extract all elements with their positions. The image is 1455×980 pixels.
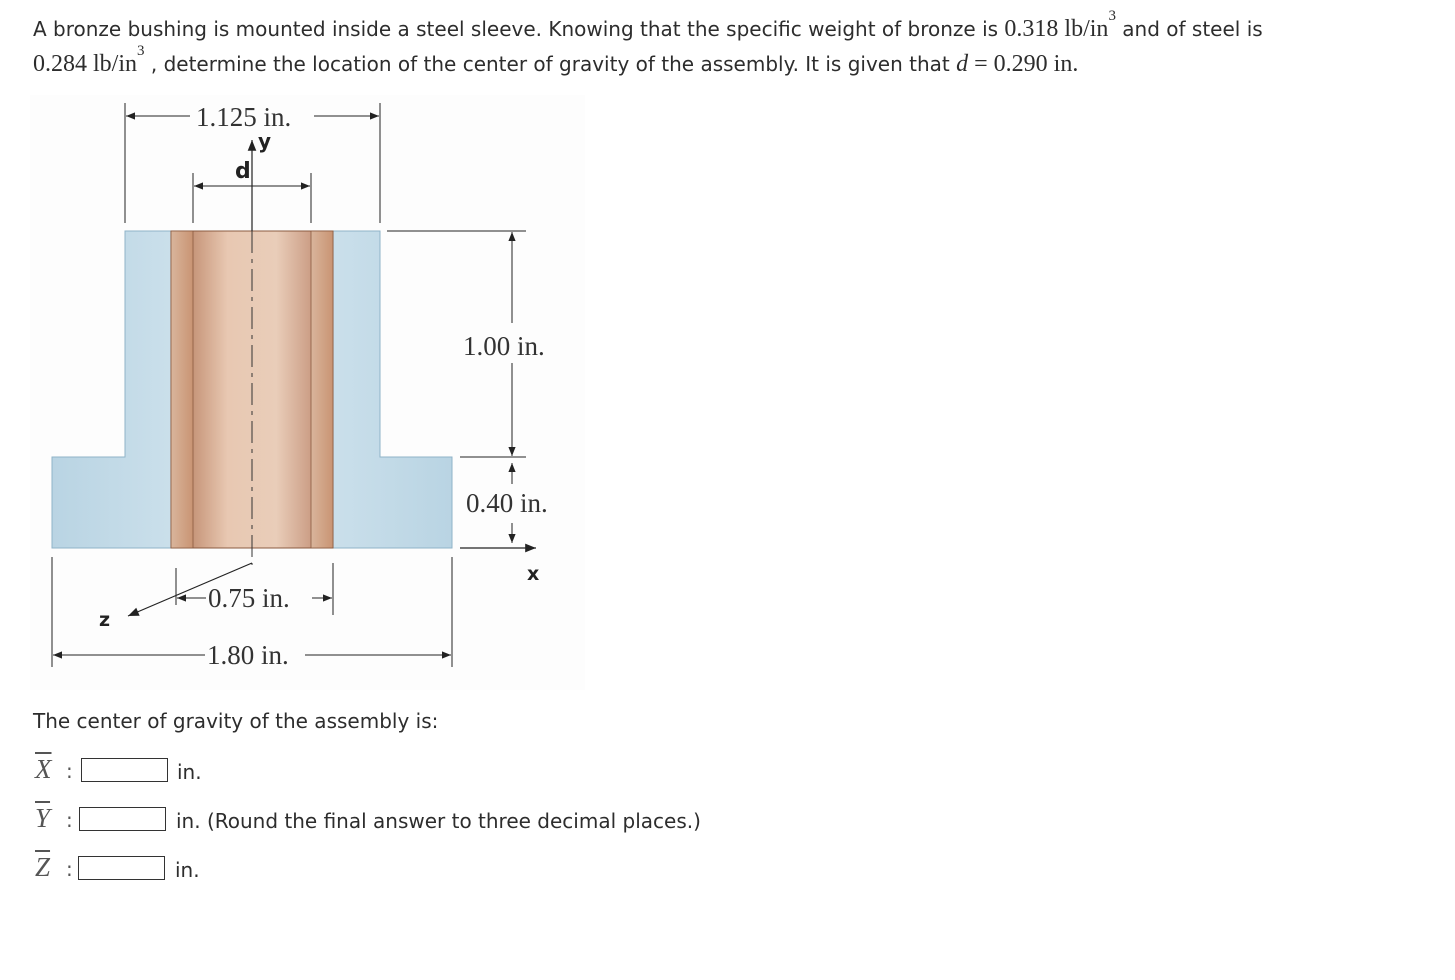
bronze-exponent: 3: [1108, 8, 1116, 24]
d-value: = 0.290 in.: [974, 51, 1079, 77]
dim-bottom-inner-label: 0.75 in.: [208, 583, 290, 613]
bronze-right-flange: [311, 231, 333, 548]
bushing-figure: [30, 95, 585, 690]
z-unit: in.: [175, 858, 200, 882]
dim-right-lower-label: 0.40 in.: [466, 488, 548, 518]
x-unit: in.: [177, 760, 202, 784]
answer-prompt: The center of gravity of the assembly is:: [33, 709, 439, 733]
y-bar-symbol: $\overline{Y}$: [35, 803, 51, 833]
y-bar-input[interactable]: [79, 807, 166, 831]
axis-y-label: y: [258, 129, 272, 153]
axis-z-label: z: [99, 609, 111, 631]
steel-exponent: 3: [137, 43, 145, 59]
x-bar-symbol: $\overline{X}$: [35, 754, 52, 784]
problem-text-2: and of steel is: [1122, 17, 1263, 41]
x-bar-input[interactable]: [81, 758, 168, 782]
axis-x-label: x: [527, 563, 540, 585]
bronze-left-flange: [171, 231, 193, 548]
z-bar-symbol: $\overline{Z}$: [35, 852, 51, 882]
z-colon: :: [66, 857, 73, 881]
d-label: d: [235, 159, 251, 184]
problem-text-1: A bronze bushing is mounted inside a steel sleeve. Knowing that the specific weight of bronze is: [33, 17, 999, 41]
problem-line-1: [33, 8, 1433, 47]
z-bar-input[interactable]: [78, 856, 165, 880]
dim-right-upper-label: 1.00 in.: [463, 331, 545, 361]
y-unit: in. (Round the final answer to three decimal places.): [176, 809, 701, 833]
steel-weight: 0.284 $lb/in^3$: [33, 43, 145, 77]
bronze-weight: 0.318 $lb/in^3$: [1004, 8, 1116, 42]
dim-bottom-outer-label: 1.80 in.: [207, 640, 289, 670]
y-colon: :: [66, 808, 73, 832]
problem-line-2: [33, 43, 1433, 82]
problem-text-3: , determine the location of the center of gravity of the assembly. It is given that: [150, 52, 950, 76]
d-given: [956, 51, 1078, 77]
problem-statement: [33, 8, 1433, 82]
dim-top-label: 1.125 in.: [196, 102, 292, 132]
x-colon: :: [66, 759, 73, 783]
d-variable: d: [956, 51, 969, 77]
